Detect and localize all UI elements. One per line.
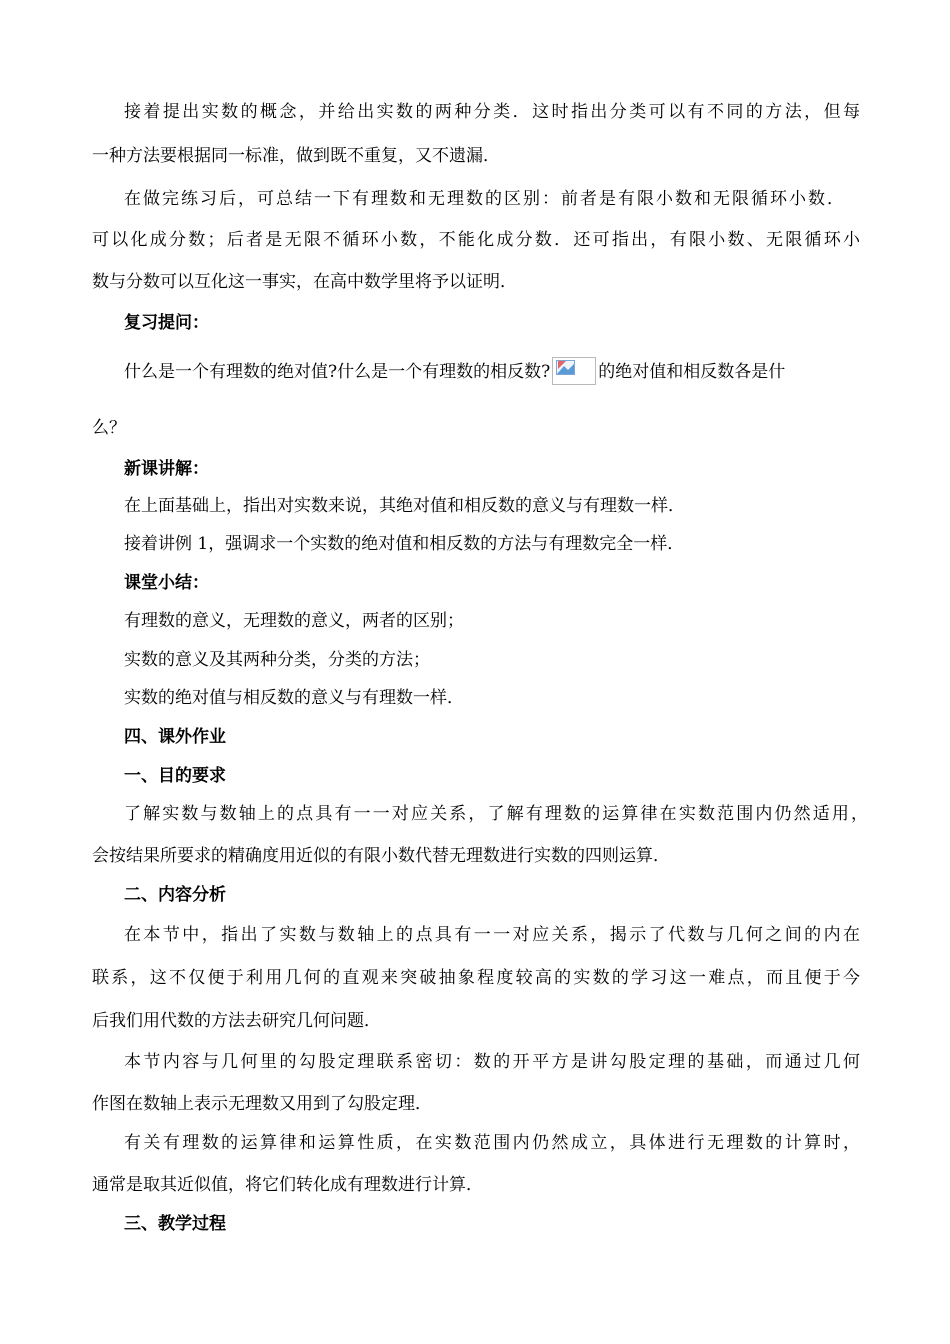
section-heading-homework: 四、课外作业 — [124, 727, 226, 747]
paragraph-line: 么？ — [92, 418, 126, 438]
paragraph-line: 作图在数轴上表示无理数又用到了勾股定理． — [92, 1094, 432, 1114]
paragraph-line: 联系，这不仅便于利用几何的直观来突破抽象程度较高的实数的学习这一难点，而且便于今 — [92, 968, 860, 988]
paragraph-line: 一种方法要根据同一标准，做到既不重复，又不遗漏． — [92, 146, 500, 166]
paragraph-line: 有理数的意义，无理数的意义，两者的区别； — [124, 611, 464, 631]
paragraph-line: 数与分数可以互化这一事实，在高中数学里将予以证明． — [92, 272, 517, 292]
broken-image-icon — [552, 357, 596, 385]
section-heading-goals: 一、目的要求 — [124, 766, 226, 786]
paragraph-line: 了解实数与数轴上的点具有一一对应关系，了解有理数的运算律在实数范围内仍然适用， — [124, 804, 868, 824]
paragraph-line: 接着提出实数的概念，并给出实数的两种分类．这时指出分类可以有不同的方法，但每 — [124, 102, 860, 122]
question-text-b: 的绝对值和相反数各是什 — [598, 362, 786, 382]
paragraph-line: 后我们用代数的方法去研究几何问题． — [92, 1011, 381, 1031]
section-heading-summary: 课堂小结： — [124, 573, 209, 593]
paragraph-line: 可以化成分数；后者是无限不循环小数，不能化成分数．还可指出，有限小数、无限循环小 — [92, 230, 860, 250]
section-heading-new-lesson: 新课讲解： — [124, 459, 209, 479]
section-heading-process: 三、教学过程 — [124, 1214, 226, 1234]
paragraph-line: 实数的意义及其两种分类，分类的方法； — [124, 650, 430, 670]
paragraph-line: 在上面基础上，指出对实数来说，其绝对值和相反数的意义与有理数一样． — [124, 496, 685, 516]
section-heading-content: 二、内容分析 — [124, 885, 226, 905]
paragraph-line: 在做完练习后，可总结一下有理数和无理数的区别：前者是有限小数和无限循环小数． — [124, 189, 844, 209]
paragraph-line: 实数的绝对值与相反数的意义与有理数一样． — [124, 688, 464, 708]
paragraph-line: 通常是取其近似值，将它们转化成有理数进行计算． — [92, 1175, 483, 1195]
question-line — [124, 357, 785, 385]
paragraph-line: 本节内容与几何里的勾股定理联系密切：数的开平方是讲勾股定理的基础，而通过几何 — [124, 1052, 860, 1072]
paragraph-line: 会按结果所要求的精确度用近似的有限小数代替无理数进行实数的四则运算． — [92, 846, 670, 866]
paragraph-line: 有关有理数的运算律和运算性质，在实数范围内仍然成立，具体进行无理数的计算时， — [124, 1133, 860, 1153]
question-text-a: 什么是一个有理数的绝对值?什么是一个有理数的相反数? — [124, 362, 551, 382]
paragraph-line: 在本节中，指出了实数与数轴上的点具有一一对应关系，揭示了代数与几何之间的内在 — [124, 925, 860, 945]
section-heading-review: 复习提问： — [124, 313, 209, 333]
paragraph-line: 接着讲例 1，强调求一个实数的绝对值和相反数的方法与有理数完全一样． — [124, 534, 685, 554]
